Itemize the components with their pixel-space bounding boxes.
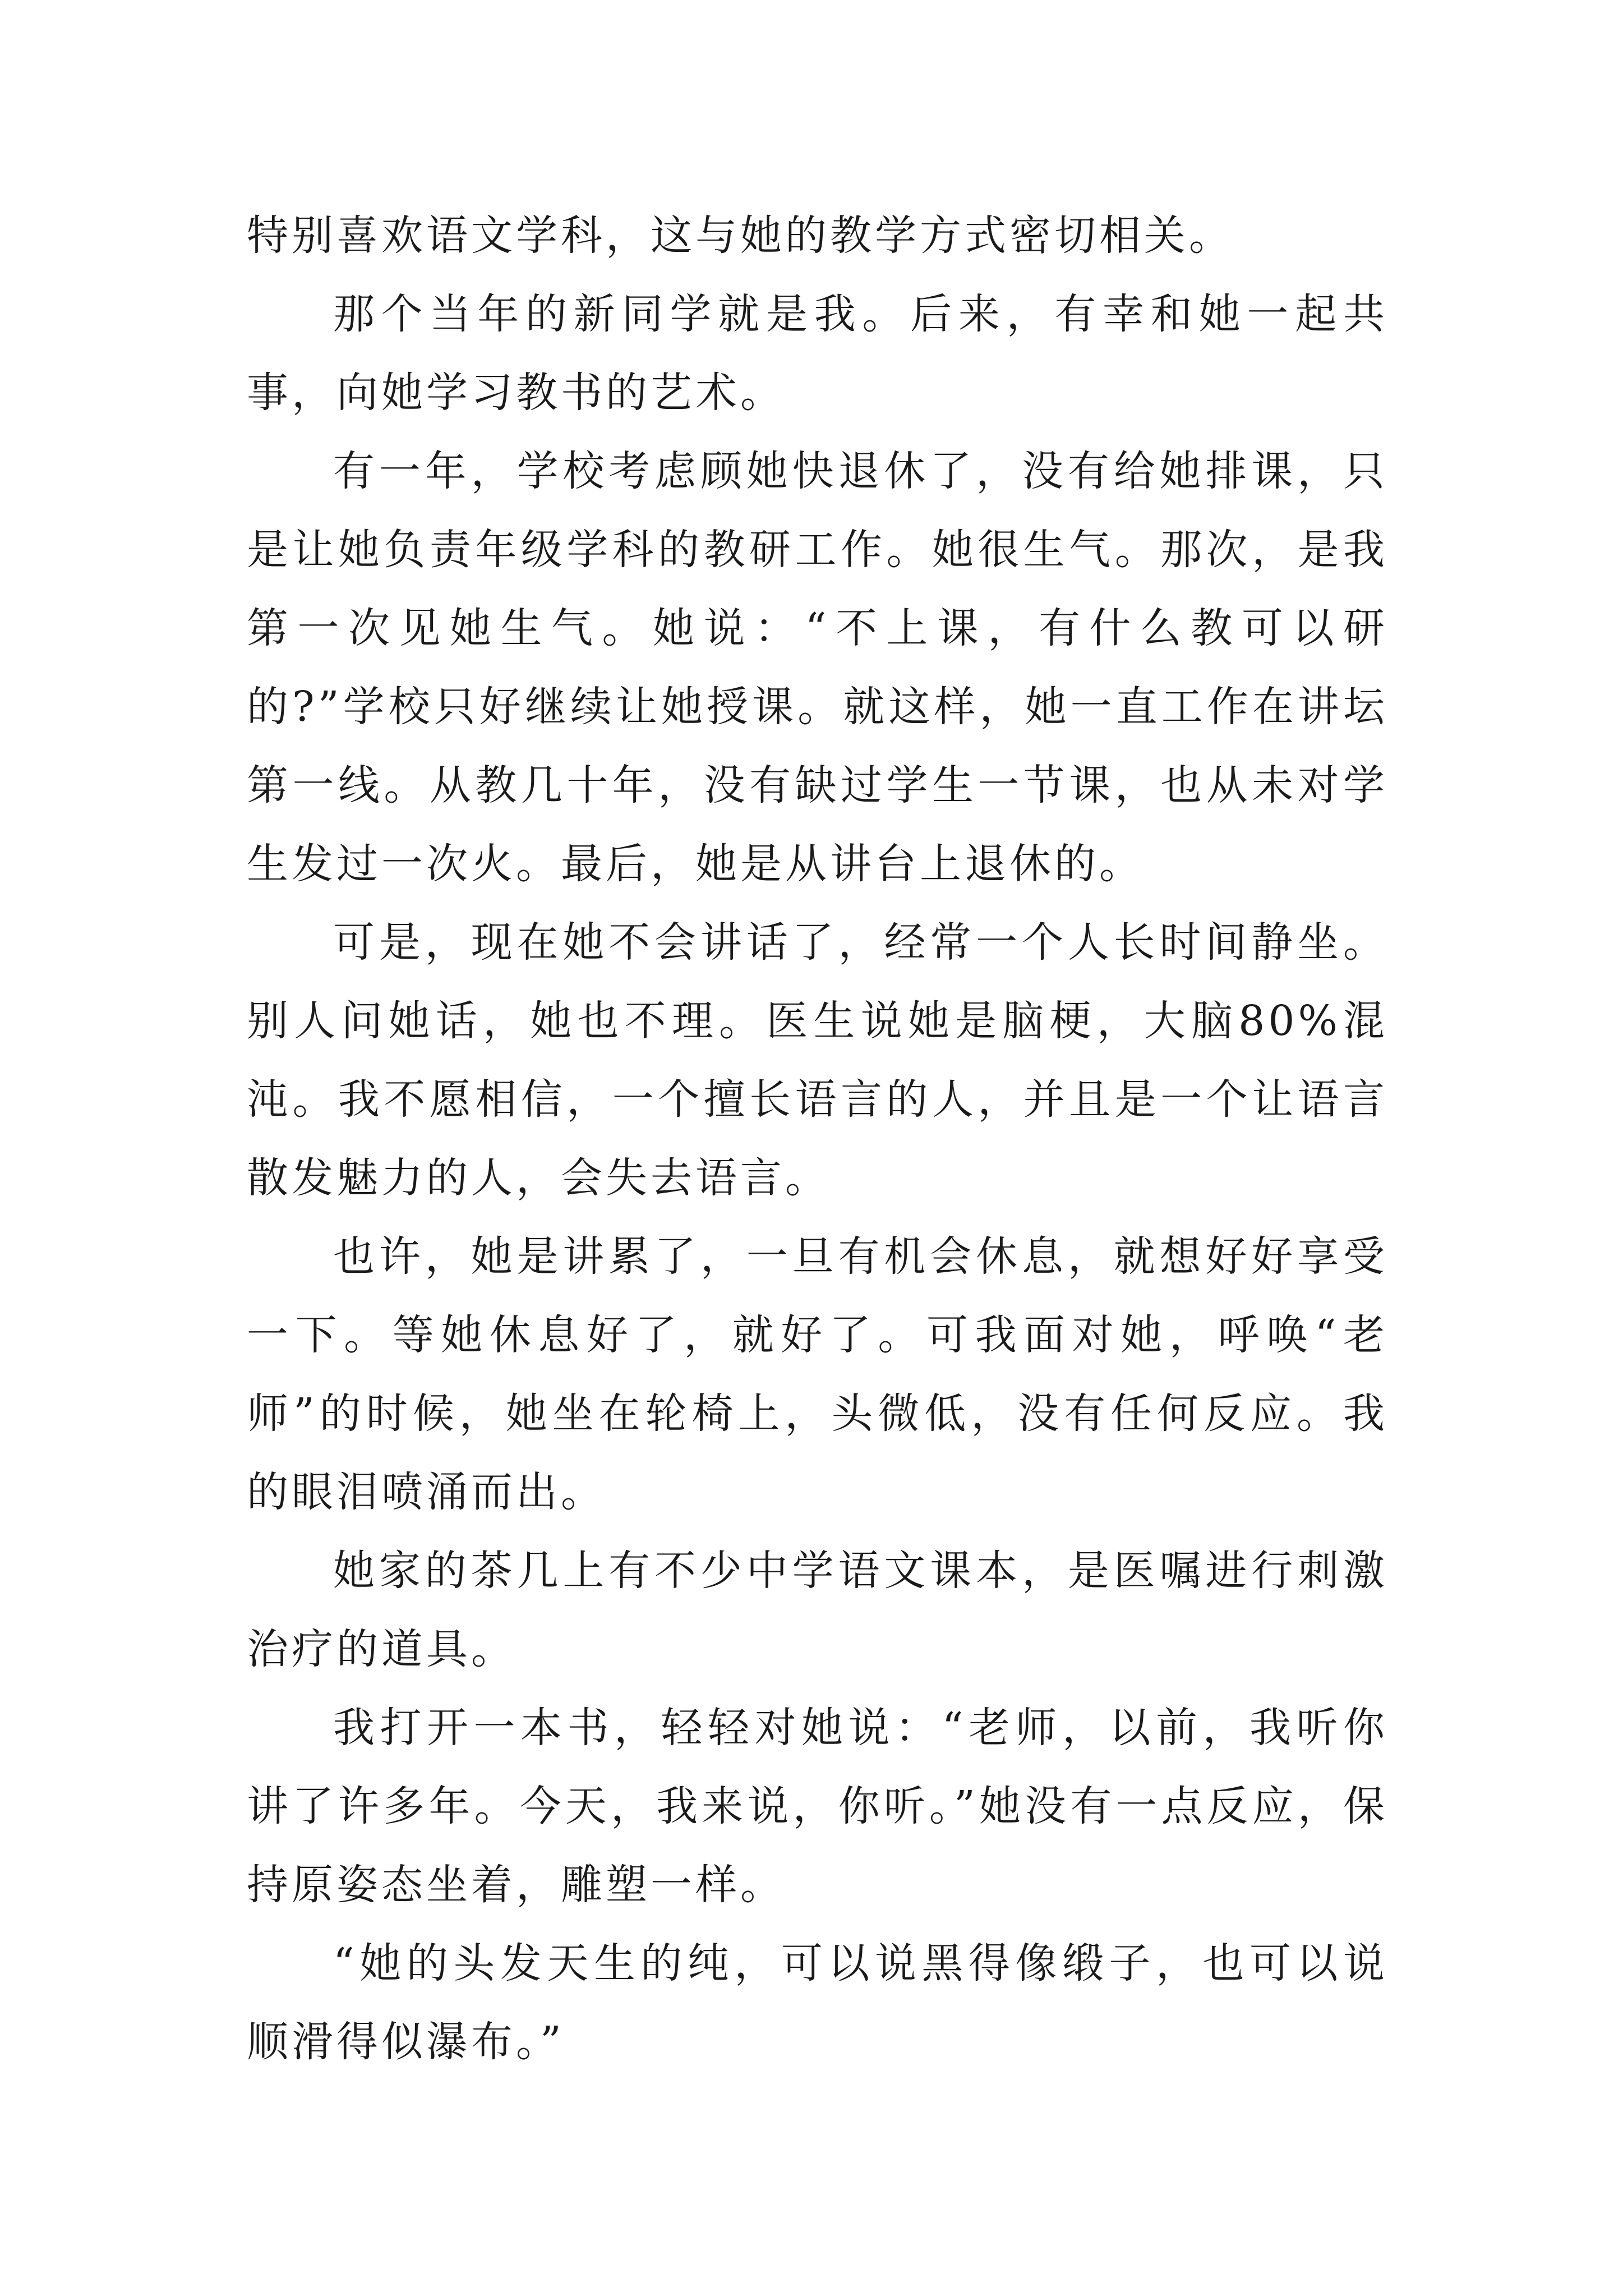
paragraph-1: 特别喜欢语文学科，这与她的教学方式密切相关。 [247,211,1234,260]
paragraph-6: 她家的茶几上有不少中学语文课本，是医嘱进行刺激治疗的道具。 [247,1547,1388,1673]
paragraph-5: 也许，她是讲累了，一旦有机会休息，就想好好享受一下。等她休息好了，就好了。可我面对她，呼唤“老师”的时候，她坐在轮椅上，头微低，没有任何反应。我的眼泪喷涌而出。 [247,1232,1388,1516]
paragraph-4: 可是，现在她不会讲话了，经常一个人长时间静坐。别人问她话，她也不理。医生说她是脑梗，大脑80%混沌。我不愿相信，一个擅长语言的人，并且是一个让语言散发魅力的人，会失去语言。 [247,918,1388,1202]
document-body [247,196,1388,2081]
paragraph-2: 那个当年的新同学就是我。后来，有幸和她一起共事，向她学习教书的艺术。 [247,290,1388,417]
paragraph-7: 我打开一本书，轻轻对她说：“老师，以前，我听你讲了许多年。今天，我来说，你听。”她没有一点反应，保持原姿态坐着，雕塑一样。 [247,1704,1388,1909]
paragraph-3: 有一年，学校考虑顾她快退休了，没有给她排课，只是让她负责年级学科的教研工作。她很生气。那次，是我第一次见她生气。她说：“不上课，有什么教可以研的?”学校只好继续让她授课。就这样，她一直工作在讲坛第一线。从教几十年，没有缺过学生一节课，也从未对学生发过一次火。最后，她是从讲台上退休的。 [247,447,1388,888]
paragraph-8: “她的头发天生的纯，可以说黑得像缎子，也可以说顺滑得似瀑布。” [247,1939,1388,2066]
